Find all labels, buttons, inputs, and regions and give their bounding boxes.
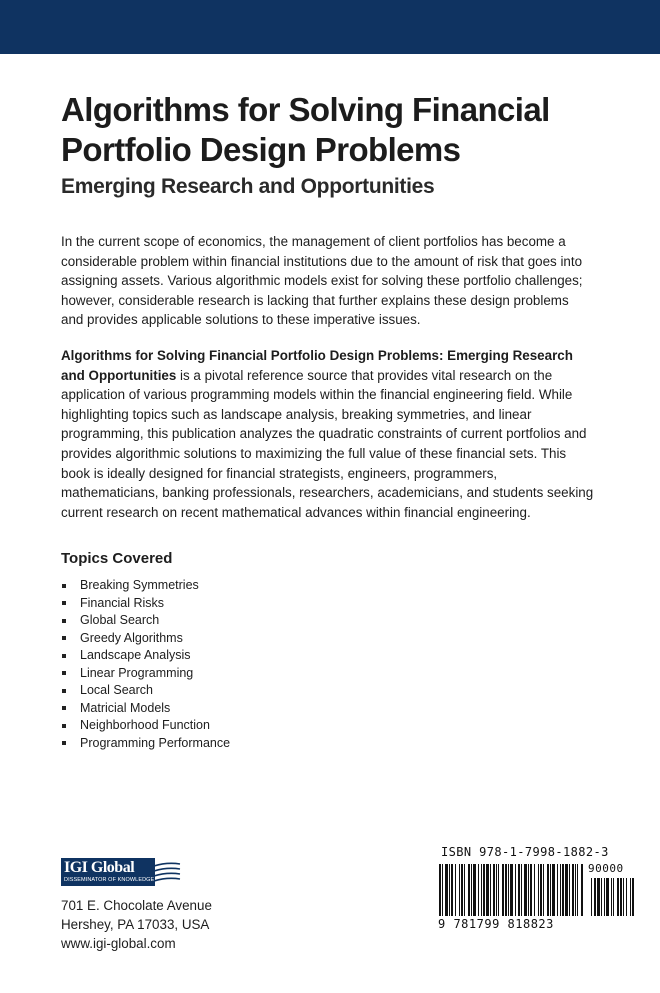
barcode-bar xyxy=(518,864,520,916)
barcode-bar xyxy=(550,864,551,916)
topic-label: Neighborhood Function xyxy=(80,718,210,732)
barcode-bar xyxy=(543,864,544,916)
topic-label: Global Search xyxy=(80,613,160,627)
barcode-addon-bar xyxy=(606,878,609,916)
topic-label: Programming Performance xyxy=(80,735,231,750)
barcode-addon-bar xyxy=(604,878,605,916)
bullet-icon xyxy=(62,689,66,693)
barcode-bar xyxy=(508,864,509,916)
barcode-bar xyxy=(569,864,570,916)
barcode-bar xyxy=(540,864,542,916)
book-title: Algorithms for Solving Financial Portfolio Design Problems xyxy=(61,91,550,168)
logo-tagline: DISSEMINATOR OF KNOWLEDGE xyxy=(64,877,155,883)
logo-text: IGI Global xyxy=(64,859,135,876)
barcode-bar xyxy=(464,864,465,916)
barcode-addon-bar xyxy=(591,878,592,916)
barcode-bar xyxy=(581,864,583,916)
topic-item xyxy=(61,665,230,683)
barcode-bar xyxy=(493,864,495,916)
barcode-bar xyxy=(528,864,529,916)
barcode-bar xyxy=(455,864,456,916)
barcode-bar xyxy=(483,864,485,916)
logo-box xyxy=(61,858,155,886)
barcode-bar xyxy=(481,864,482,916)
barcode-addon-bar xyxy=(630,878,631,916)
barcode-bar xyxy=(486,864,489,916)
bullet-icon xyxy=(62,741,66,745)
bullet-icon xyxy=(62,706,66,710)
topic-label: Financial Risks xyxy=(80,595,165,610)
barcode-bar xyxy=(515,864,516,916)
topic-item xyxy=(61,595,230,613)
barcode-bar xyxy=(562,864,564,916)
swoosh-icon xyxy=(153,860,181,886)
barcode-bar xyxy=(468,864,470,916)
barcode-bar xyxy=(521,864,522,916)
barcode-bar xyxy=(552,864,555,916)
bullet-icon xyxy=(62,619,66,623)
barcode-bar xyxy=(439,864,441,916)
barcode-bar xyxy=(510,864,513,916)
bullet-icon xyxy=(62,636,66,640)
barcode-bar xyxy=(451,864,453,916)
barcode-bar xyxy=(471,864,472,916)
bullet-icon xyxy=(62,671,66,675)
barcode-addon-bar xyxy=(597,878,600,916)
topic-item xyxy=(61,717,230,735)
barcode-addon-bar xyxy=(611,878,612,916)
barcode-addon-bar xyxy=(623,878,624,916)
barcode-addon-bar xyxy=(620,878,622,916)
barcode-bar xyxy=(524,864,527,916)
description-body: is a pivotal reference source that provides vital research on the application of various programming models within the financial engineering field. While highlighting topics such as landscape analysis, breaking symmetries, and linear programming, this publication analyzes the quadratic constraints of current portfolios and provides algorithmic solutions to maximizing the full value of these financial sets. This book is ideally designed for financial strategists, engineers, programmers, mathematicians, banking professionals, researchers, academicians, and students seeking current research on recent mathematical advances within financial engineering. xyxy=(61,367,594,520)
barcode-bar xyxy=(461,864,463,916)
topic-label: Breaking Symmetries xyxy=(80,578,199,592)
barcode-bar xyxy=(505,864,507,916)
barcode-addon-bar xyxy=(594,878,596,916)
topic-item xyxy=(61,735,230,753)
topic-item xyxy=(61,630,230,648)
bullet-icon xyxy=(62,601,66,605)
barcode-addon-bar xyxy=(617,878,619,916)
barcode-bar xyxy=(459,864,460,916)
topic-item xyxy=(61,577,230,595)
barcode-bar xyxy=(572,864,574,916)
bullet-icon xyxy=(62,724,66,728)
barcode-bar xyxy=(538,864,539,916)
publisher-address xyxy=(61,896,212,953)
barcode-addon-bar xyxy=(626,878,627,916)
barcode-bar xyxy=(445,864,448,916)
topic-item xyxy=(61,612,230,630)
topic-label: Matricial Models xyxy=(80,700,171,715)
barcode-bar xyxy=(490,864,491,916)
barcode-bar xyxy=(530,864,532,916)
barcode-bar xyxy=(577,864,578,916)
book-subtitle: Emerging Research and Opportunities xyxy=(61,175,435,198)
barcode-bar xyxy=(449,864,450,916)
barcode-addon-bar xyxy=(601,878,602,916)
isbn-label: ISBN 978-1-7998-1882-3 xyxy=(441,845,609,859)
topic-label: Landscape Analysis xyxy=(80,648,191,662)
barcode-bar xyxy=(575,864,576,916)
barcode-bar xyxy=(478,864,479,916)
topic-label: Local Search xyxy=(80,683,153,697)
publisher-website: www.igi-global.com xyxy=(61,936,176,951)
bullet-icon xyxy=(62,654,66,658)
address-line-1: 701 E. Chocolate Avenue xyxy=(61,898,212,913)
barcode-addon-bar xyxy=(632,878,634,916)
top-color-band xyxy=(0,0,660,54)
topic-label: Greedy Algorithms xyxy=(80,630,183,645)
address-line-2: Hershey, PA 17033, USA xyxy=(61,917,210,932)
description-bold-title: Algorithms for Solving Financial Portfolio Design Problems: Emerging Research and Opportunities xyxy=(61,348,573,383)
back-cover-content xyxy=(61,90,601,750)
barcode-bar xyxy=(442,864,443,916)
barcode-addon-digits: 90000 xyxy=(588,862,624,875)
igi-global-logo xyxy=(61,858,181,888)
topic-item xyxy=(61,700,230,718)
description-paragraph-2 xyxy=(61,346,597,522)
barcode-bar xyxy=(502,864,504,916)
topics-list xyxy=(61,577,230,752)
bullet-icon xyxy=(62,584,66,588)
barcode-bar xyxy=(496,864,497,916)
topics-heading: Topics Covered xyxy=(61,550,173,567)
barcode-bar xyxy=(560,864,561,916)
description-paragraph-1: In the current scope of economics, the management of client portfolios has become a considerable problem within financial institutions due to the amount of risk that goes into assigning assets. Various algorithmic models exist for solving these portfolio challenges; however, considerable research is lacking that further explains these design problems and provides applicable solutions to these imperative issues. xyxy=(61,234,583,328)
barcode-bar xyxy=(534,864,535,916)
topic-item xyxy=(61,647,230,665)
barcode-bar xyxy=(557,864,558,916)
topic-item xyxy=(61,682,230,700)
barcode-bar xyxy=(473,864,476,916)
barcode-bar xyxy=(498,864,499,916)
barcode-bar xyxy=(565,864,568,916)
barcode-bar xyxy=(547,864,549,916)
barcode-addon-bar xyxy=(613,878,614,916)
barcode-digits: 9 781799 818823 xyxy=(438,917,554,931)
topic-label: Linear Programming xyxy=(80,665,194,680)
